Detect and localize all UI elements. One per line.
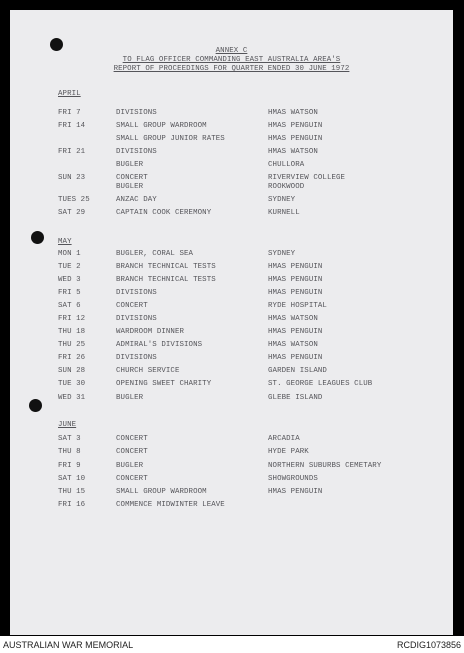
entry-event: SMALL GROUP JUNIOR RATES (116, 135, 225, 143)
entry-place: ST. GEORGE LEAGUES CLUB (268, 380, 373, 388)
entry-date: MON 1 (58, 250, 81, 258)
entry-place: HMAS PENGUIN (268, 135, 323, 143)
entry-date: SAT 29 (58, 209, 86, 217)
entry-place: CHULLORA (268, 161, 305, 169)
entry-event: CONCERT (116, 302, 148, 310)
entry-place: HMAS WATSON (268, 148, 318, 156)
entry-event: DIVISIONS (116, 315, 157, 323)
entry-event: BUGLER, CORAL SEA (116, 250, 194, 258)
entry-event: CONCERT (116, 435, 148, 443)
entry-date: SAT 6 (58, 302, 81, 310)
entry-place: RIVERVIEW COLLEGE (268, 174, 346, 182)
archive-name: AUSTRALIAN WAR MEMORIAL (3, 640, 134, 650)
entry-event: ANZAC DAY (116, 196, 157, 204)
entry-date: SAT 3 (58, 435, 81, 443)
entry-date: WED 3 (58, 276, 81, 284)
entry-date: THU 25 (58, 341, 86, 349)
entry-date: WED 31 (58, 394, 86, 402)
document-page (10, 10, 453, 635)
archive-reference: RCDIG1073856 (396, 640, 461, 650)
report-heading-line-2: REPORT OF PROCEEDINGS FOR QUARTER ENDED 30 JUNE 1972 (113, 65, 350, 73)
entry-place: GLEBE ISLAND (268, 394, 323, 402)
entry-event: OPENING SWEET CHARITY (116, 380, 212, 388)
entry-date: SUN 28 (58, 367, 86, 375)
entry-date: THU 18 (58, 328, 86, 336)
entry-event: BRANCH TECHNICAL TESTS (116, 276, 216, 284)
entry-place: GARDEN ISLAND (268, 367, 327, 375)
entry-event: WARDROOM DINNER (116, 328, 185, 336)
entry-date: SUN 23 (58, 174, 86, 182)
entry-date: FRI 7 (58, 109, 81, 117)
archive-footer (0, 636, 464, 653)
entry-place: HMAS PENGUIN (268, 263, 323, 271)
entry-event: SMALL GROUP WARDROOM (116, 488, 207, 496)
entry-event: DIVISIONS (116, 148, 157, 156)
typed-report (10, 10, 453, 635)
entry-event: ADMIRAL'S DIVISIONS (116, 341, 203, 349)
entry-date: FRI 14 (58, 122, 86, 130)
entry-event: BUGLER (116, 462, 144, 470)
entry-event: DIVISIONS (116, 354, 157, 362)
schedule-row (10, 174, 453, 194)
entry-event: CONCERT (116, 448, 148, 456)
report-heading-line-1: TO FLAG OFFICER COMMANDING EAST AUSTRALIA AREA'S (122, 56, 341, 64)
entry-place: HMAS WATSON (268, 315, 318, 323)
entry-date: FRI 9 (58, 462, 81, 470)
entry-event: CAPTAIN COOK CEREMONY (116, 209, 212, 217)
entry-event: DIVISIONS (116, 109, 157, 117)
entry-event-second-line: BUGLER (116, 183, 144, 191)
entry-place: NORTHERN SUBURBS CEMETARY (268, 462, 382, 470)
entry-place: HMAS PENGUIN (268, 276, 323, 284)
entry-place: HMAS WATSON (268, 341, 318, 349)
entry-event: BRANCH TECHNICAL TESTS (116, 263, 216, 271)
entry-place: HMAS WATSON (268, 109, 318, 117)
month-heading-june: JUNE (58, 421, 77, 429)
entry-place: HMAS PENGUIN (268, 328, 323, 336)
entry-place: SYDNEY (268, 250, 296, 258)
entry-place: HMAS PENGUIN (268, 354, 323, 362)
entry-place: SYDNEY (268, 196, 296, 204)
entry-place: ARCADIA (268, 435, 300, 443)
entry-date: TUE 30 (58, 380, 86, 388)
entry-place: SHOWGROUNDS (268, 475, 318, 483)
entry-event: COMMENCE MIDWINTER LEAVE (116, 501, 225, 509)
entry-place-second-line: ROOKWOOD (268, 183, 305, 191)
schedule-row (10, 394, 453, 414)
month-heading-april: APRIL (58, 90, 81, 98)
entry-place: RYDE HOSPITAL (268, 302, 327, 310)
entry-event: SMALL GROUP WARDROOM (116, 122, 207, 130)
entry-date: THU 15 (58, 488, 86, 496)
entry-event: BUGLER (116, 394, 144, 402)
annex-title: ANNEX C (215, 47, 248, 55)
entry-event: CONCERT (116, 475, 148, 483)
entry-place: HYDE PARK (268, 448, 309, 456)
entry-date: FRI 21 (58, 148, 86, 156)
entry-place: HMAS PENGUIN (268, 488, 323, 496)
schedule-row (10, 209, 453, 229)
entry-event: DIVISIONS (116, 289, 157, 297)
entry-event: BUGLER (116, 161, 144, 169)
entry-event: CONCERT (116, 174, 148, 182)
entry-event: CHURCH SERVICE (116, 367, 180, 375)
entry-date: TUES 25 (58, 196, 90, 204)
entry-date: THU 8 (58, 448, 81, 456)
month-heading-may: MAY (58, 238, 72, 246)
entry-place: HMAS PENGUIN (268, 289, 323, 297)
entry-date: FRI 26 (58, 354, 86, 362)
entry-place: KURNELL (268, 209, 300, 217)
entry-date: FRI 16 (58, 501, 86, 509)
entry-date: TUE 2 (58, 263, 81, 271)
entry-date: SAT 10 (58, 475, 86, 483)
entry-place: HMAS PENGUIN (268, 122, 323, 130)
schedule-row (10, 501, 453, 521)
entry-date: FRI 12 (58, 315, 86, 323)
entry-date: FRI 5 (58, 289, 81, 297)
